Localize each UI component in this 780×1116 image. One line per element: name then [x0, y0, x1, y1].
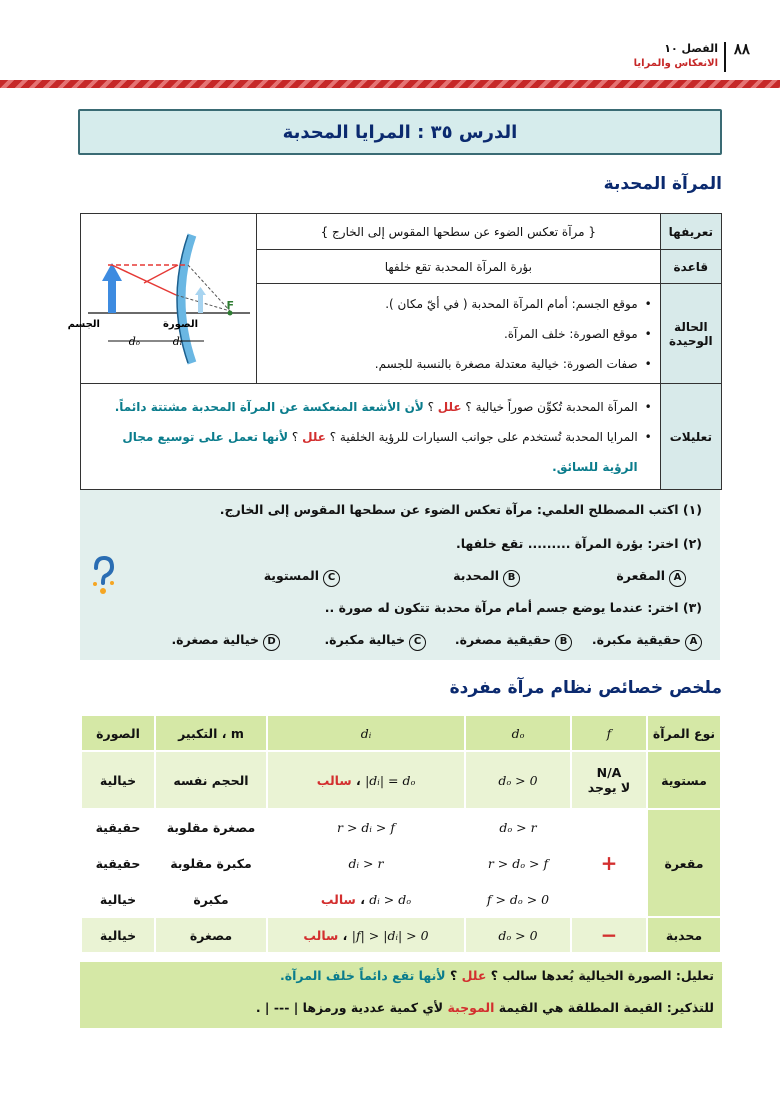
f-na-sub: لا يوجد — [587, 780, 631, 795]
lesson-title-box — [78, 109, 722, 155]
header-image: الصورة — [82, 716, 154, 750]
list-item: • موقع الصورة: خلف المرآة. — [265, 319, 652, 349]
header-band — [0, 80, 780, 88]
di-negative-tag: سالب — [320, 891, 356, 907]
cell-f-convex: − — [572, 918, 646, 952]
cell-image: خيالية — [82, 918, 154, 952]
note-reason-label: علل — [461, 968, 487, 983]
image-arrow-head — [195, 287, 206, 295]
questions-panel — [80, 490, 720, 660]
option-text: المحدبة — [453, 568, 499, 583]
option-letter-c: C — [323, 570, 340, 587]
reflected-ray — [144, 265, 178, 283]
q3-option-a[interactable] — [592, 632, 702, 651]
cell-magnification: مكبرة — [156, 882, 266, 916]
note-reason: تعليل: الصورة الخيالية بُعدها سالب ؟ علل ؟ لأنها تقع دائماً خلف المرآة. — [280, 968, 714, 983]
header-mirror-type: نوع المرآة — [648, 716, 720, 750]
rule-label: قاعدة — [660, 250, 721, 284]
do-label: dₒ — [128, 335, 140, 348]
table-row — [82, 810, 720, 844]
cell-magnification: الحجم نفسه — [156, 752, 266, 808]
object-arrow-body — [108, 279, 116, 313]
cell-magnification: مكبرة مقلوبة — [156, 846, 266, 880]
cell-image: حقيقية — [82, 810, 154, 844]
option-letter-c: C — [409, 634, 426, 651]
option-text: حقيقية مصغرة. — [454, 632, 551, 647]
option-text: المستوية — [263, 568, 319, 583]
q3-option-c[interactable] — [324, 632, 426, 651]
rule-text: بؤرة المرآة المحدبة تقع خلفها — [257, 250, 661, 284]
di-negative-tag: سالب — [303, 927, 339, 943]
reason-1-answer: لأن الأشعة المنعكسة عن المرآة المحدبة مشتتة دائماً. — [114, 399, 424, 414]
header-divider — [724, 42, 726, 72]
cell-di: dᵢ > r — [268, 846, 464, 880]
question-1: (١) اكتب المصطلح العلمي: مرآة تعكس الضوء عن سطحها المقوس إلى الخارج. — [219, 502, 702, 517]
cell-f-plane — [572, 752, 646, 808]
single-case-label-line-1: الحالة — [674, 319, 708, 334]
header-magnification: m ، التكبير — [156, 716, 266, 750]
running-header — [633, 40, 750, 74]
question-3: (٣) اختر: عندما يوضع جسم أمام مرآة محدبة تتكون له صورة .. — [324, 600, 702, 615]
lesson-title: الدرس ٣٥ : المرايا المحدبة — [282, 121, 518, 143]
option-letter-a: A — [685, 634, 702, 651]
section-heading-summary: ملخص خصائص نظام مرآة مفردة — [449, 678, 722, 698]
option-text: خيالية مصغرة. — [171, 632, 259, 647]
single-case-label-line-2: الوحيدة — [668, 333, 713, 348]
cell-do: dₒ > 0 — [466, 918, 570, 952]
chapter-label: الفصل ١٠ — [664, 42, 718, 55]
cell-do: r > dₒ > f — [466, 846, 570, 880]
header-f: f — [572, 716, 646, 750]
reason-item-2: • المرايا المحدبة تُستخدم على جوانب السيارات للرؤية الخلفية ؟ علل ؟ لأنها تعمل على توسيع مجال الرؤية للسائق. — [89, 422, 652, 482]
question-mark-icon — [90, 556, 118, 600]
cell-image: خيالية — [82, 752, 154, 808]
table-row — [82, 918, 720, 952]
note-reason-prefix: تعليل: الصورة الخيالية بُعدها سالب ؟ — [490, 968, 714, 983]
cell-magnification: مصغرة مقلوبة — [156, 810, 266, 844]
reason-2-answer: لأنها تعمل على توسيع مجال الرؤية للسائق. — [122, 429, 638, 474]
section-heading-convex-mirror: المرآة المحدبة — [603, 174, 722, 194]
option-text: خيالية مكبرة. — [324, 632, 405, 647]
definition-label: تعريفها — [660, 214, 721, 250]
option-letter-a: A — [669, 570, 686, 587]
chapter-subtitle: الانعكاس والمرايا — [633, 58, 718, 69]
cell-do: dₒ > 0 — [466, 752, 570, 808]
reason-item-1: • المرآة المحدبة تُكوِّن صوراً خيالية ؟ علل ؟ لأن الأشعة المنعكسة عن المرآة المحدبة مشتتة دائماً. — [89, 392, 652, 422]
cell-di: dᵢ > dₒ ، سالب — [268, 882, 464, 916]
reason-1-answer-label: علل — [437, 399, 462, 414]
di-expression: |f| > |dᵢ| > 0 — [351, 927, 429, 943]
q3-option-d[interactable] — [171, 632, 280, 651]
cell-image: حقيقية — [82, 846, 154, 880]
image-arrow-body — [198, 293, 203, 313]
reasons-label: تعليلات — [660, 384, 721, 490]
option-letter-b: B — [503, 570, 520, 587]
chief-ray — [112, 265, 176, 295]
table-row — [82, 752, 720, 808]
option-letter-d: D — [263, 634, 280, 651]
diagram-cell — [67, 214, 257, 384]
reasons-list — [89, 392, 652, 482]
cell-di: |dᵢ| = dₒ ، سالب — [268, 752, 464, 808]
table-header-row — [82, 716, 720, 750]
di-expression: |dᵢ| = dₒ — [365, 772, 416, 788]
cell-do: f > dₒ > 0 — [466, 882, 570, 916]
note-reminder-suffix: لأي كمية عددية ورمزها | --- | . — [255, 1000, 444, 1015]
cell-type-concave: مقعرة — [648, 810, 720, 916]
virtual-ray — [188, 265, 230, 311]
note-reminder — [256, 1000, 714, 1015]
header-di: dᵢ — [268, 716, 464, 750]
focal-point-label: F — [226, 299, 234, 312]
list-item: • موقع الجسم: أمام المرآة المحدبة ( في أيّ مكان ). — [265, 289, 652, 319]
reason-2-answer-label: علل — [302, 429, 326, 444]
cell-di: |f| > |dᵢ| > 0 ، سالب — [268, 918, 464, 952]
header-do: dₒ — [466, 716, 570, 750]
option-text: المقعرة — [616, 568, 665, 583]
note-reason-answer: لأنها تقع دائماً خلف المرآة. — [280, 968, 446, 983]
image-label: الصورة — [163, 319, 198, 330]
page-number: ٨٨ — [733, 40, 750, 58]
convex-mirror-diagram — [67, 231, 254, 363]
question-2: (٢) اختر: بؤرة المرآة ......... تقع خلفها. — [455, 536, 702, 551]
note-reminder-prefix: للتذكير: القيمة المطلقة هي القيمة — [498, 1000, 714, 1015]
convex-mirror-info-table — [67, 213, 722, 490]
note-reminder-highlight: الموجبة — [447, 1000, 495, 1015]
mirror-summary-table — [80, 714, 722, 954]
cell-type-plane: مستوية — [648, 752, 720, 808]
object-label: الجسم — [67, 319, 100, 330]
f-na: N/A — [596, 765, 622, 780]
list-item: • صفات الصورة: خيالية معتدلة مصغرة بالنسبة للجسم. — [265, 349, 652, 379]
cell-di: r > dᵢ > f — [268, 810, 464, 844]
di-negative-tag: سالب — [316, 772, 352, 788]
di-expression: dᵢ > dₒ — [369, 891, 412, 907]
di-label: dᵢ — [172, 335, 182, 348]
single-case-label — [660, 284, 721, 384]
single-case-cell — [257, 284, 661, 384]
reason-1-text: المرآة المحدبة تُكوِّن صوراً خيالية ؟ — [465, 399, 638, 414]
q2-option-c[interactable] — [264, 568, 340, 587]
option-text: حقيقية مكبرة. — [591, 632, 681, 647]
cell-magnification: مصغرة — [156, 918, 266, 952]
q3-option-b[interactable] — [455, 632, 572, 651]
cell-type-convex: محدبة — [648, 918, 720, 952]
notes-panel — [80, 962, 722, 1028]
q2-option-b[interactable] — [453, 568, 520, 587]
cell-image: خيالية — [82, 882, 154, 916]
option-letter-b: B — [555, 634, 572, 651]
reason-2-text: المرايا المحدبة تُستخدم على جوانب السيارات للرؤية الخلفية ؟ — [329, 429, 638, 444]
single-case-list — [265, 289, 652, 379]
definition-text: { مرآة تعكس الضوء عن سطحها المقوس إلى الخارج } — [257, 214, 661, 250]
cell-f-concave: + — [572, 810, 646, 916]
reasons-cell — [81, 384, 661, 490]
cell-do: dₒ > r — [466, 810, 570, 844]
q2-option-a[interactable] — [616, 568, 686, 587]
